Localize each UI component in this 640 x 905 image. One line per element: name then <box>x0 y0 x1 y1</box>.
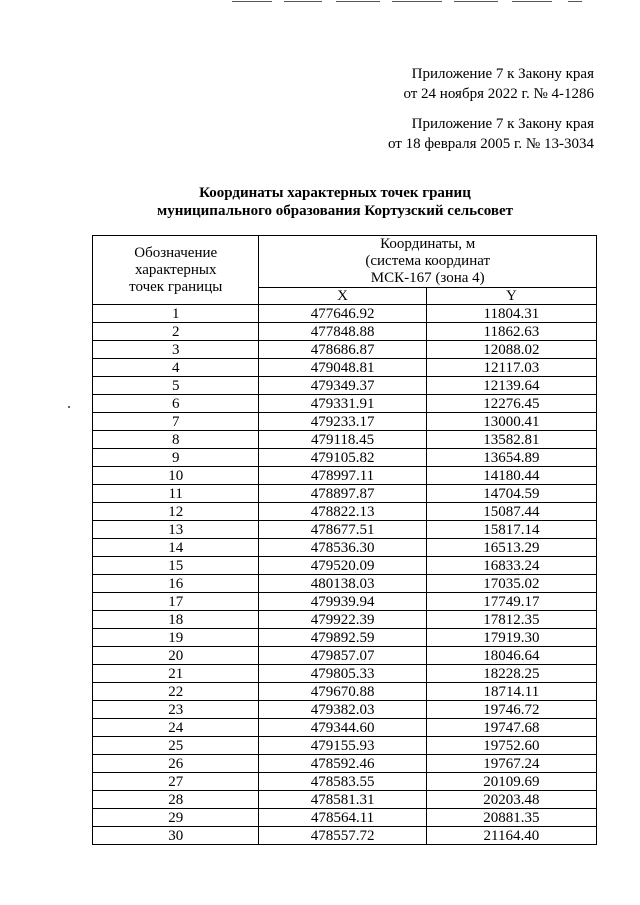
table-row <box>93 665 597 683</box>
y-coordinate-cell: 19746.72 <box>426 701 596 719</box>
table-row <box>93 431 597 449</box>
header-point-line2: характерных <box>134 261 217 278</box>
x-coordinate-cell: 478536.30 <box>259 539 426 557</box>
x-coordinate-cell: 479349.37 <box>259 377 426 395</box>
y-coordinate-cell: 17919.30 <box>426 629 596 647</box>
point-number-cell: 1 <box>93 305 259 323</box>
annex-current-line1: Приложение 7 к Закону края <box>411 66 594 82</box>
x-coordinate-cell: 478564.11 <box>259 809 426 827</box>
table-row <box>93 611 597 629</box>
table-row <box>93 755 597 773</box>
y-coordinate-cell: 18046.64 <box>426 647 596 665</box>
header-coords-line2: (система координат <box>365 253 491 269</box>
x-coordinate-cell: 479520.09 <box>259 557 426 575</box>
table-row <box>93 539 597 557</box>
scan-dot <box>68 406 70 408</box>
table-row <box>93 629 597 647</box>
point-number-cell: 11 <box>93 485 259 503</box>
table-row <box>93 521 597 539</box>
table-row <box>93 719 597 737</box>
table-row <box>93 827 597 845</box>
point-number-cell: 17 <box>93 593 259 611</box>
y-coordinate-cell: 13000.41 <box>426 413 596 431</box>
x-coordinate-cell: 478592.46 <box>259 755 426 773</box>
x-coordinate-cell: 477848.88 <box>259 323 426 341</box>
annex-current-reference <box>403 64 594 104</box>
y-coordinate-cell: 19767.24 <box>426 755 596 773</box>
x-coordinate-cell: 480138.03 <box>259 575 426 593</box>
y-coordinate-cell: 15817.14 <box>426 521 596 539</box>
x-coordinate-cell: 477646.92 <box>259 305 426 323</box>
table-row <box>93 413 597 431</box>
point-number-cell: 26 <box>93 755 259 773</box>
x-coordinate-cell: 478677.51 <box>259 521 426 539</box>
x-coordinate-cell: 479670.88 <box>259 683 426 701</box>
annex-original-reference <box>388 114 594 154</box>
table-row <box>93 485 597 503</box>
header-coordinates <box>259 236 597 288</box>
y-coordinate-cell: 16513.29 <box>426 539 596 557</box>
table-row <box>93 323 597 341</box>
table-row <box>93 737 597 755</box>
y-coordinate-cell: 17749.17 <box>426 593 596 611</box>
x-coordinate-cell: 478557.72 <box>259 827 426 845</box>
table-row <box>93 701 597 719</box>
x-coordinate-cell: 479155.93 <box>259 737 426 755</box>
annex-current-line2: от 24 ноября 2022 г. № 4-1286 <box>403 86 594 102</box>
table-row <box>93 305 597 323</box>
annex-original-line2: от 18 февраля 2005 г. № 13-3034 <box>387 136 594 152</box>
y-coordinate-cell: 19747.68 <box>426 719 596 737</box>
table-row <box>93 359 597 377</box>
x-coordinate-cell: 479344.60 <box>259 719 426 737</box>
header-point-line3: точек границы <box>129 278 223 295</box>
y-coordinate-cell: 20203.48 <box>426 791 596 809</box>
point-number-cell: 2 <box>93 323 259 341</box>
x-coordinate-cell: 479939.94 <box>259 593 426 611</box>
y-coordinate-cell: 18228.25 <box>426 665 596 683</box>
x-coordinate-cell: 479105.82 <box>259 449 426 467</box>
point-number-cell: 19 <box>93 629 259 647</box>
y-coordinate-cell: 15087.44 <box>426 503 596 521</box>
y-coordinate-cell: 13582.81 <box>426 431 596 449</box>
point-number-cell: 24 <box>93 719 259 737</box>
table-row <box>93 791 597 809</box>
x-coordinate-cell: 479892.59 <box>259 629 426 647</box>
point-number-cell: 10 <box>93 467 259 485</box>
y-coordinate-cell: 12117.03 <box>426 359 596 377</box>
y-coordinate-cell: 19752.60 <box>426 737 596 755</box>
scan-edge-marks <box>232 0 592 4</box>
y-coordinate-cell: 20109.69 <box>426 773 596 791</box>
y-coordinate-cell: 12276.45 <box>426 395 596 413</box>
title-line1: Координаты характерных точек границ <box>199 185 471 201</box>
table-body <box>93 305 597 845</box>
x-coordinate-cell: 478822.13 <box>259 503 426 521</box>
point-number-cell: 4 <box>93 359 259 377</box>
table-row <box>93 647 597 665</box>
y-coordinate-cell: 21164.40 <box>426 827 596 845</box>
table-row <box>93 683 597 701</box>
x-coordinate-cell: 478997.11 <box>259 467 426 485</box>
table-row <box>93 557 597 575</box>
title-line2: муниципального образования Кортузский сельсовет <box>157 203 513 219</box>
point-number-cell: 25 <box>93 737 259 755</box>
x-coordinate-cell: 479805.33 <box>259 665 426 683</box>
point-number-cell: 22 <box>93 683 259 701</box>
y-coordinate-cell: 16833.24 <box>426 557 596 575</box>
x-coordinate-cell: 478583.55 <box>259 773 426 791</box>
header-point-designation <box>93 236 259 305</box>
y-coordinate-cell: 14180.44 <box>426 467 596 485</box>
x-coordinate-cell: 479048.81 <box>259 359 426 377</box>
y-coordinate-cell: 20881.35 <box>426 809 596 827</box>
x-coordinate-cell: 478897.87 <box>259 485 426 503</box>
y-coordinate-cell: 11804.31 <box>426 305 596 323</box>
coordinates-table <box>92 235 597 845</box>
header-coords-line3: МСК-167 (зона 4) <box>370 270 485 286</box>
x-coordinate-cell: 479382.03 <box>259 701 426 719</box>
header-x: X <box>259 288 426 305</box>
y-coordinate-cell: 18714.11 <box>426 683 596 701</box>
table-row <box>93 449 597 467</box>
y-coordinate-cell: 12139.64 <box>426 377 596 395</box>
point-number-cell: 12 <box>93 503 259 521</box>
y-coordinate-cell: 11862.63 <box>426 323 596 341</box>
point-number-cell: 7 <box>93 413 259 431</box>
annex-original-line1: Приложение 7 к Закону края <box>411 116 594 132</box>
point-number-cell: 14 <box>93 539 259 557</box>
point-number-cell: 20 <box>93 647 259 665</box>
table-row <box>93 575 597 593</box>
point-number-cell: 15 <box>93 557 259 575</box>
point-number-cell: 27 <box>93 773 259 791</box>
table-row <box>93 773 597 791</box>
point-number-cell: 5 <box>93 377 259 395</box>
x-coordinate-cell: 479857.07 <box>259 647 426 665</box>
x-coordinate-cell: 479233.17 <box>259 413 426 431</box>
point-number-cell: 16 <box>93 575 259 593</box>
header-y: Y <box>426 288 596 305</box>
point-number-cell: 29 <box>93 809 259 827</box>
point-number-cell: 3 <box>93 341 259 359</box>
table-row <box>93 395 597 413</box>
x-coordinate-cell: 479331.91 <box>259 395 426 413</box>
point-number-cell: 8 <box>93 431 259 449</box>
point-number-cell: 18 <box>93 611 259 629</box>
y-coordinate-cell: 17035.02 <box>426 575 596 593</box>
table-row <box>93 377 597 395</box>
header-point-line1: Обозначение <box>134 244 218 261</box>
point-number-cell: 13 <box>93 521 259 539</box>
x-coordinate-cell: 479922.39 <box>259 611 426 629</box>
table-row <box>93 503 597 521</box>
table-row <box>93 809 597 827</box>
x-coordinate-cell: 478686.87 <box>259 341 426 359</box>
document-title <box>0 184 640 220</box>
y-coordinate-cell: 17812.35 <box>426 611 596 629</box>
x-coordinate-cell: 479118.45 <box>259 431 426 449</box>
point-number-cell: 28 <box>93 791 259 809</box>
point-number-cell: 21 <box>93 665 259 683</box>
y-coordinate-cell: 12088.02 <box>426 341 596 359</box>
point-number-cell: 9 <box>93 449 259 467</box>
x-coordinate-cell: 478581.31 <box>259 791 426 809</box>
header-coords-line1: Координаты, м <box>380 236 476 252</box>
point-number-cell: 30 <box>93 827 259 845</box>
table-row <box>93 467 597 485</box>
y-coordinate-cell: 14704.59 <box>426 485 596 503</box>
point-number-cell: 6 <box>93 395 259 413</box>
table-row <box>93 341 597 359</box>
y-coordinate-cell: 13654.89 <box>426 449 596 467</box>
point-number-cell: 23 <box>93 701 259 719</box>
table-row <box>93 593 597 611</box>
